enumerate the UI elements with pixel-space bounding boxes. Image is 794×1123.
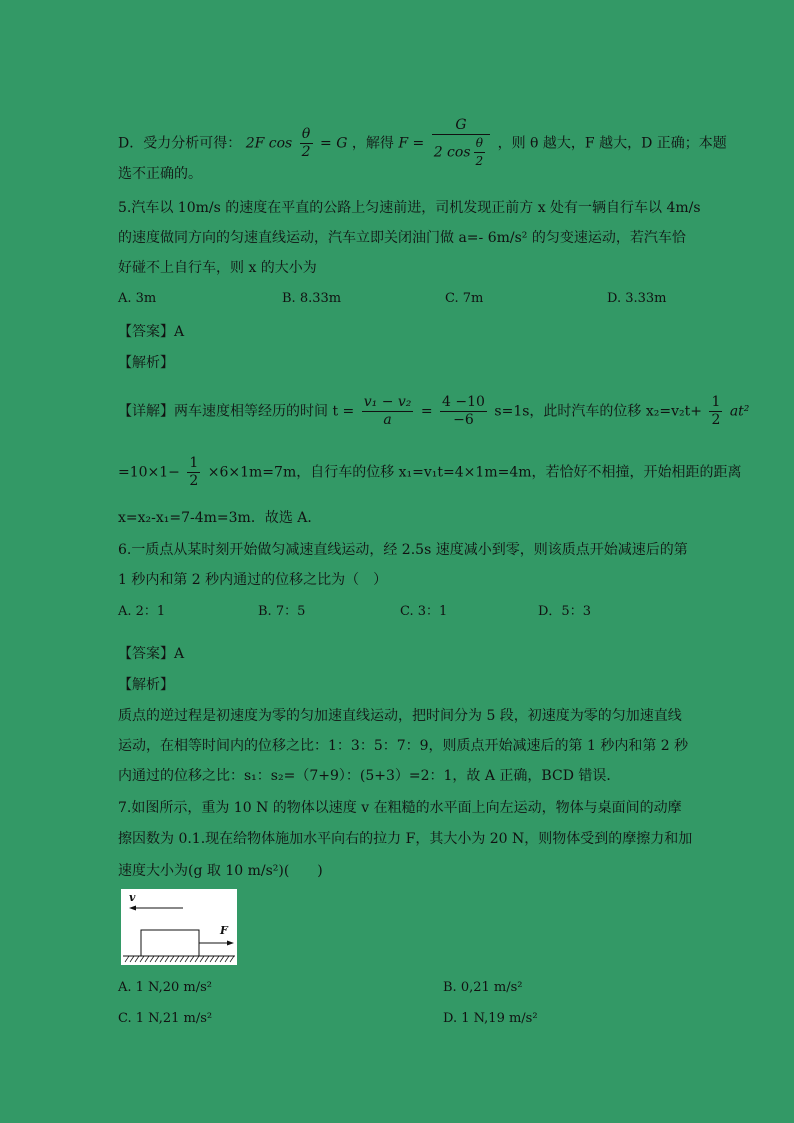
q5-detail-end: at² xyxy=(729,403,750,420)
q5-calc-start: =10×1− xyxy=(118,464,180,481)
velocity-arrow-head xyxy=(129,906,136,911)
q5-line3: 好碰不上自行车，则 x 的大小为 xyxy=(118,260,317,276)
q6-option-a: A. 2：1 xyxy=(118,604,166,619)
q4-conclusion: ，则 θ 越大，F 越大，D 正确；本题 xyxy=(497,135,727,152)
q4-line2: 选不正确的。 xyxy=(118,166,202,182)
q4-option-d-line xyxy=(118,117,727,170)
q4-two: 2 xyxy=(301,144,311,160)
q5-analysis: 【解析】 xyxy=(118,355,174,371)
force-arrow-head xyxy=(227,941,234,946)
q6-answer: 【答案】A xyxy=(118,646,185,662)
velocity-label: v xyxy=(129,891,136,904)
q6-line2: 1 秒内和第 2 秒内通过的位移之比为（ ） xyxy=(118,572,388,588)
q5-frac1-num: v₁ − v₂ xyxy=(363,394,412,410)
q4-eq-rhs: = G xyxy=(320,135,348,152)
q5-half-den: 2 xyxy=(711,412,721,428)
q4-eq-lhs: 2F cos xyxy=(245,135,293,152)
q7-option-b: B. 0,21 m/s² xyxy=(443,980,523,995)
q7-option-c: C. 1 N,21 m/s² xyxy=(118,1011,213,1026)
q4-den-cos: 2 cos xyxy=(433,144,471,161)
q6-line1: 6.一质点从某时刻开始做匀减速直线运动，经 2.5s 速度减小到零，则该质点开始减速后的第 xyxy=(118,542,688,558)
q5-half-num: 1 xyxy=(711,394,721,410)
q5-option-a: A. 3m xyxy=(118,291,157,306)
q4-theta: θ xyxy=(300,126,313,144)
q5-line2: 的速度做同方向的匀速直线运动，汽车立即关闭油门做 a=- 6m/s² 的匀变速运动，若汽车恰 xyxy=(118,230,686,246)
q5-option-d: D. 3.33m xyxy=(607,291,667,306)
q5-calc-half xyxy=(187,455,200,490)
q7-option-a: A. 1 N,20 m/s² xyxy=(118,980,212,995)
q6-analysis-line2: 运动，在相等时间内的位移之比：1：3：5：7：9，则质点开始减速后的第 1 秒内和第 2 秒 xyxy=(118,738,689,754)
q7-figure-svg xyxy=(121,889,237,965)
q5-half xyxy=(709,394,722,429)
q5-calc-line xyxy=(118,455,742,490)
force-label: F xyxy=(220,924,228,937)
q4-g: G xyxy=(432,117,490,135)
q7-line3: 速度大小为(g 取 10 m/s²)( ) xyxy=(118,863,323,879)
q5-option-c: C. 7m xyxy=(445,291,484,306)
q7-option-d: D. 1 N,19 m/s² xyxy=(443,1011,538,1026)
q5-line1: 5.汽车以 10m/s 的速度在平直的公路上匀速前进，司机发现正前方 x 处有一辆自行车以 4m/s xyxy=(118,200,701,216)
q4-prefix: D．受力分析可得： xyxy=(118,135,242,152)
q6-analysis-line1: 质点的逆过程是初速度为零的匀加速直线运动，把时间分为 5 段，初速度为零的匀加速直线 xyxy=(118,708,682,724)
q6-analysis-line3: 内通过的位移之比：s₁：s₂=（7+9）：(5+3）=2：1，故 A 正确，BCD 错误． xyxy=(118,768,621,784)
q5-detail-label: 【详解】两车速度相等经历的时间 t = xyxy=(118,403,355,420)
q4-f-eq: F = xyxy=(398,135,425,152)
q5-frac2-den: −6 xyxy=(453,412,474,428)
q5-calc-end: ×6×1m=7m，自行车的位移 x₁=v₁t=4×1m=4m，若恰好不相撞，开始相距的距离 xyxy=(207,464,742,481)
q5-option-b: B. 8.33m xyxy=(282,291,342,306)
q6-option-c: C. 3：1 xyxy=(400,604,448,619)
q5-frac2-num: 4 −10 xyxy=(442,394,485,410)
q4-f-fraction xyxy=(432,117,490,170)
q4-den-two: 2 xyxy=(475,154,484,168)
q7-figure xyxy=(121,889,237,965)
q4-theta-half xyxy=(300,126,313,161)
ground-hatching xyxy=(125,956,234,962)
block xyxy=(141,930,199,956)
q5-detail-mid: s=1s，此时汽车的位移 x₂=v₂t+ xyxy=(494,403,702,420)
q6-option-b: B. 7：5 xyxy=(258,604,306,619)
q5-detail-line: 【详解】两车速度相等经历的时间 t = $\frac{\text{v₁ − v₂}}{a}$ = $\frac{4 -10}{-6}$ s=1s，此时汽车的位移 x₂=v₂t+ $\frac{1}{2}$ at² xyxy=(118,394,750,428)
q4-den-theta: θ xyxy=(474,135,486,153)
q7-line2: 擦因数为 0.1.现在给物体施加水平向右的拉力 F，其大小为 20 N，则物体受到的摩擦力和加 xyxy=(118,831,693,847)
q5-final: x=x₂-x₁=7-4m=3m．故选 A． xyxy=(118,510,322,526)
q6-analysis: 【解析】 xyxy=(118,677,174,693)
q5-calc-half-num: 1 xyxy=(189,455,199,471)
q5-frac2 xyxy=(440,394,487,429)
q5-answer: 【答案】A xyxy=(118,324,185,340)
q4-solve: ，解得 xyxy=(351,135,394,152)
q5-frac1 xyxy=(362,394,414,429)
q4-den xyxy=(432,135,490,170)
q5-frac1-den: a xyxy=(383,412,392,428)
q7-line1: 7.如图所示，重为 10 N 的物体以速度 v 在粗糙的水平面上向左运动，物体与桌面间的动摩 xyxy=(118,800,682,816)
q5-calc-half-den: 2 xyxy=(189,473,199,489)
q6-option-d: D．5：3 xyxy=(538,604,591,619)
